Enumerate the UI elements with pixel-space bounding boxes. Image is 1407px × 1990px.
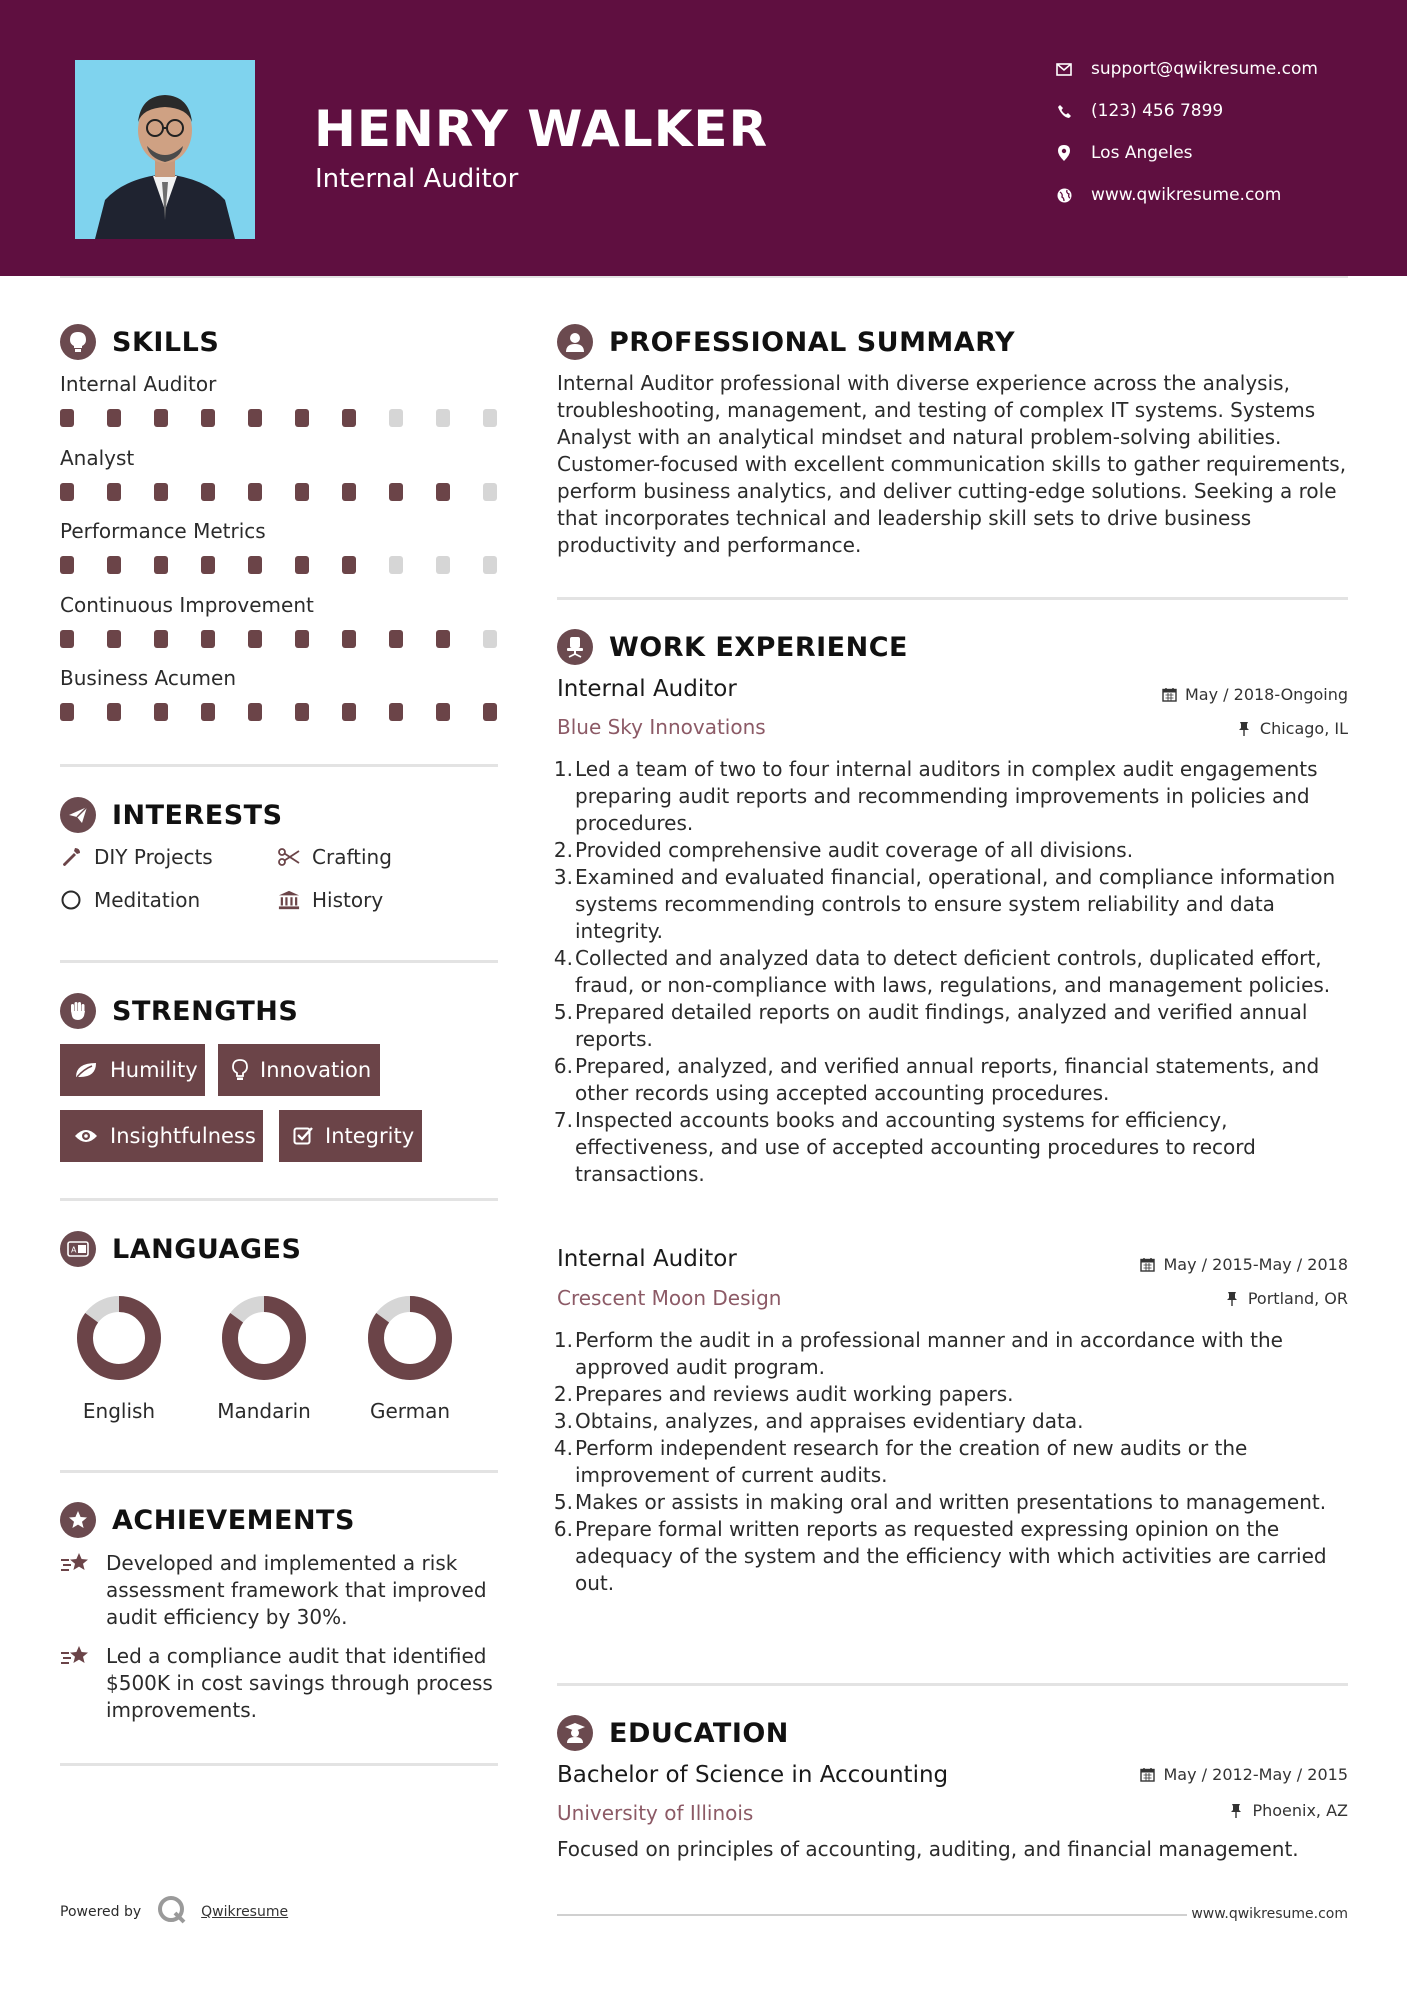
skill-dot-filled (295, 409, 309, 427)
candidate-name: HENRY WALKER (314, 100, 769, 158)
shooting-star-icon (60, 1643, 92, 1671)
responsibility-text: Prepare formal written reports as requested expressing opinion on the adequacy of the system and the efficiency with which activities are carried out. (575, 1517, 1327, 1595)
list-number: 5. (553, 1490, 573, 1514)
language-gauge (199, 1290, 329, 1390)
responsibility-text: Provided comprehensive audit coverage of all divisions. (575, 838, 1134, 862)
office-chair-icon (557, 629, 593, 665)
skill-dot-empty (436, 409, 450, 427)
contact-location (1055, 138, 1355, 168)
profile-photo (75, 60, 255, 239)
check-square-icon (293, 1124, 313, 1148)
responsibility-item (553, 1435, 1357, 1489)
skill-dot-filled (60, 409, 74, 427)
skill-dot-filled (154, 556, 168, 574)
skill-dot-filled (342, 409, 356, 427)
interest-crafting: Crafting (278, 845, 392, 869)
skill-dot-filled (436, 703, 450, 721)
skill-label: Analyst (60, 446, 135, 470)
skill-rating (60, 703, 500, 721)
list-number: 6. (553, 1054, 573, 1078)
skill-dot-filled (60, 630, 74, 648)
language-label: German (369, 1399, 451, 1423)
interests-heading: INTERESTS (60, 797, 283, 833)
skill-label: Performance Metrics (60, 519, 266, 543)
job-dates: May / 2018-Ongoing (1161, 685, 1348, 704)
footer-url[interactable]: www.qwikresume.com (1191, 1906, 1348, 1922)
skill-dot-filled (107, 556, 121, 574)
skill-rating (60, 483, 500, 501)
skill-dot-filled (201, 630, 215, 648)
responsibility-item (553, 1516, 1357, 1597)
calendar-icon (1140, 1767, 1156, 1783)
globe-icon (1055, 186, 1073, 204)
list-number: 3. (553, 1409, 573, 1433)
strength-innovation: Innovation (218, 1044, 380, 1096)
candidate-title: Internal Auditor (315, 164, 519, 194)
footer-powered-by: Powered by Qwikresume (60, 1895, 288, 1929)
education-heading: EDUCATION (557, 1715, 789, 1751)
list-number: 3. (553, 865, 573, 889)
skill-dot-filled (201, 483, 215, 501)
pushpin-icon (1236, 721, 1252, 737)
skill-dot-filled (342, 703, 356, 721)
paper-plane-icon (60, 797, 96, 833)
responsibility-item (553, 1381, 1357, 1408)
strength-integrity: Integrity (279, 1110, 422, 1162)
footer-divider (557, 1914, 1187, 1916)
skill-label: Continuous Improvement (60, 593, 314, 617)
job-company: Blue Sky Innovations (557, 715, 766, 739)
skill-dot-filled (60, 703, 74, 721)
eye-icon (74, 1124, 98, 1148)
strengths-heading: STRENGTHS (60, 993, 298, 1029)
section-divider (60, 1763, 498, 1766)
skill-dot-filled (107, 483, 121, 501)
svg-text:A: A (71, 1245, 77, 1255)
skill-dot-filled (60, 556, 74, 574)
responsibility-item (553, 945, 1357, 999)
skill-dot-filled (248, 483, 262, 501)
calendar-icon (1161, 687, 1177, 703)
list-number: 4. (553, 1436, 573, 1460)
section-divider (60, 960, 498, 963)
skill-dot-filled (389, 483, 403, 501)
skill-dot-filled (107, 630, 121, 648)
job-location: Portland, OR (1224, 1289, 1348, 1308)
responsibility-text: Makes or assists in making oral and written presentations to management. (575, 1490, 1327, 1514)
skill-dot-empty (389, 409, 403, 427)
envelope-icon (1055, 60, 1073, 78)
lightbulb-icon (60, 324, 96, 360)
scissors-icon (278, 846, 300, 868)
skill-dot-filled (60, 483, 74, 501)
skill-dot-filled (107, 703, 121, 721)
skill-dot-filled (154, 703, 168, 721)
responsibility-item (553, 1053, 1357, 1107)
section-divider (60, 1470, 498, 1473)
skill-dot-filled (248, 703, 262, 721)
list-number: 1. (553, 1328, 573, 1352)
contact-website[interactable] (1055, 180, 1355, 210)
education-description: Focused on principles of accounting, auditing, and financial management. (557, 1837, 1299, 1861)
skill-dot-filled (295, 703, 309, 721)
skill-dot-filled (248, 556, 262, 574)
section-divider (60, 1198, 498, 1201)
job-title: Internal Auditor (557, 1246, 737, 1272)
list-number: 1. (553, 757, 573, 781)
skill-dot-filled (107, 409, 121, 427)
list-number: 5. (553, 1000, 573, 1024)
job-dates: May / 2015-May / 2018 (1140, 1255, 1349, 1274)
strength-humility: Humility (60, 1044, 205, 1096)
list-number: 2. (553, 1382, 573, 1406)
responsibility-item (553, 1489, 1357, 1516)
skill-rating (60, 556, 500, 574)
responsibility-text: Led a team of two to four internal auditors in complex audit engagements preparing audit reports and recommending improvements in policies and procedures. (575, 757, 1318, 835)
skill-dot-filled (295, 483, 309, 501)
user-icon (557, 324, 593, 360)
pushpin-icon (1224, 1291, 1240, 1307)
job-responsibilities (553, 1327, 1357, 1597)
language-label: English (82, 1399, 156, 1423)
skill-dot-filled (342, 556, 356, 574)
contact-phone-text: (123) 456 7899 (1091, 101, 1224, 121)
achievements-heading: ACHIEVEMENTS (60, 1502, 355, 1538)
graduate-icon (557, 1715, 593, 1751)
education-degree: Bachelor of Science in Accounting (557, 1762, 949, 1788)
responsibility-text: Perform the audit in a professional manner and in accordance with the approved audit program. (575, 1328, 1283, 1379)
contact-website-text: www.qwikresume.com (1091, 185, 1282, 205)
language-card-icon (60, 1231, 96, 1267)
skill-rating (60, 409, 500, 427)
lightbulb-icon (232, 1058, 248, 1082)
skill-dot-filled (389, 630, 403, 648)
languages-heading: A LANGUAGES (60, 1231, 301, 1267)
interest-meditation: Meditation (60, 888, 200, 912)
contact-email-text: support@qwikresume.com (1091, 59, 1318, 79)
skills-heading: SKILLS (60, 324, 219, 360)
skill-dot-filled (436, 483, 450, 501)
skill-dot-filled (248, 630, 262, 648)
list-number: 6. (553, 1517, 573, 1541)
list-number: 4. (553, 946, 573, 970)
responsibility-item (553, 1327, 1357, 1381)
skill-dot-filled (295, 630, 309, 648)
interest-history: History (278, 888, 383, 912)
language-gauge (54, 1290, 184, 1390)
star-badge-icon (60, 1502, 96, 1538)
skill-dot-empty (389, 556, 403, 574)
summary-text: Internal Auditor professional with diverse experience across the analysis, troubleshooting, management, and testing of complex IT systems. Systems Analyst with an analytical mindset and natural problem-solving abilities. Customer-focused with excellent communication skills to gather requirements, perform business analytics, and deliver cutting-edge solutions. Seeking a role that incorporates technical and leadership skill sets to drive business productivity and performance. (557, 371, 1347, 557)
skill-dot-empty (483, 630, 497, 648)
skill-dot-filled (201, 703, 215, 721)
skill-dot-filled (201, 409, 215, 427)
language-label: Mandarin (217, 1399, 311, 1423)
section-divider (60, 764, 498, 767)
skill-dot-filled (483, 703, 497, 721)
skill-dot-filled (342, 630, 356, 648)
circle-icon (60, 889, 82, 911)
skill-rating (60, 630, 500, 648)
header-divider (60, 276, 1348, 278)
raised-fist-icon (60, 993, 96, 1029)
job-responsibilities (553, 756, 1357, 1188)
section-divider (557, 1683, 1348, 1686)
skill-dot-filled (248, 409, 262, 427)
list-number: 2. (553, 838, 573, 862)
skill-dot-filled (342, 483, 356, 501)
skill-dot-filled (201, 556, 215, 574)
responsibility-text: Inspected accounts books and accounting systems for efficiency, effectiveness, and use of accepted accounting procedures to record transactions. (575, 1108, 1256, 1186)
responsibility-text: Prepares and reviews audit working papers. (575, 1382, 1014, 1406)
resume-header (0, 0, 1407, 276)
qwikresume-logo-icon (157, 1895, 187, 1929)
responsibility-text: Perform independent research for the creation of new audits or the improvement of current audits. (575, 1436, 1248, 1487)
skill-dot-empty (436, 556, 450, 574)
job-company: Crescent Moon Design (557, 1286, 782, 1310)
calendar-icon (1140, 1257, 1156, 1273)
section-divider (557, 597, 1348, 600)
contact-location-text: Los Angeles (1091, 143, 1193, 163)
interest-diy-projects: DIY Projects (60, 845, 213, 869)
contact-phone[interactable] (1055, 96, 1355, 126)
skill-dot-filled (295, 556, 309, 574)
skill-dot-filled (389, 703, 403, 721)
skill-dot-empty (483, 409, 497, 427)
responsibility-item (553, 1107, 1357, 1188)
experience-heading: WORK EXPERIENCE (557, 629, 908, 665)
contact-email[interactable] (1055, 54, 1355, 84)
responsibility-text: Obtains, analyzes, and appraises evidentiary data. (575, 1409, 1084, 1433)
summary-heading: PROFESSIONAL SUMMARY (557, 324, 1015, 360)
achievement-item: Led a compliance audit that identified $500K in cost savings through process improvements. (60, 1643, 500, 1724)
skill-dot-filled (154, 630, 168, 648)
responsibility-item (553, 756, 1357, 837)
responsibility-text: Prepared detailed reports on audit findings, analyzed and verified annual reports. (575, 1000, 1308, 1051)
skill-dot-filled (154, 483, 168, 501)
pushpin-icon (1228, 1803, 1244, 1819)
museum-icon (278, 889, 300, 911)
job-title: Internal Auditor (557, 676, 737, 702)
location-pin-icon (1055, 144, 1073, 162)
responsibility-item (553, 1408, 1357, 1435)
responsibility-item (553, 864, 1357, 945)
responsibility-text: Examined and evaluated financial, operational, and compliance information systems recommending controls to ensure system reliability and data integrity. (575, 865, 1336, 943)
phone-icon (1055, 102, 1073, 120)
skill-dot-empty (483, 483, 497, 501)
skill-label: Business Acumen (60, 666, 237, 690)
education-location: Phoenix, AZ (1228, 1801, 1348, 1820)
shooting-star-icon (60, 1550, 92, 1578)
strength-insightfulness: Insightfulness (60, 1110, 263, 1162)
responsibility-text: Collected and analyzed data to detect deficient controls, duplicated effort, fraud, or non-compliance with laws, regulations, and management policies. (575, 946, 1331, 997)
achievement-item: Developed and implemented a risk assessment framework that improved audit efficiency by 30%. (60, 1550, 500, 1631)
wrench-icon (60, 846, 82, 868)
education-dates: May / 2012-May / 2015 (1140, 1765, 1349, 1784)
responsibility-item (553, 837, 1357, 864)
list-number: 7. (553, 1108, 573, 1132)
skill-dot-empty (483, 556, 497, 574)
responsibility-text: Prepared, analyzed, and verified annual reports, financial statements, and other records using accepted accounting procedures. (575, 1054, 1320, 1105)
skill-label: Internal Auditor (60, 372, 217, 396)
job-location: Chicago, IL (1236, 719, 1348, 738)
qwikresume-link[interactable]: Qwikresume (201, 1904, 289, 1920)
responsibility-item (553, 999, 1357, 1053)
leaf-icon (74, 1058, 98, 1082)
language-gauge (345, 1290, 475, 1390)
skill-dot-filled (436, 630, 450, 648)
education-school: University of Illinois (557, 1801, 754, 1825)
skill-dot-filled (154, 409, 168, 427)
